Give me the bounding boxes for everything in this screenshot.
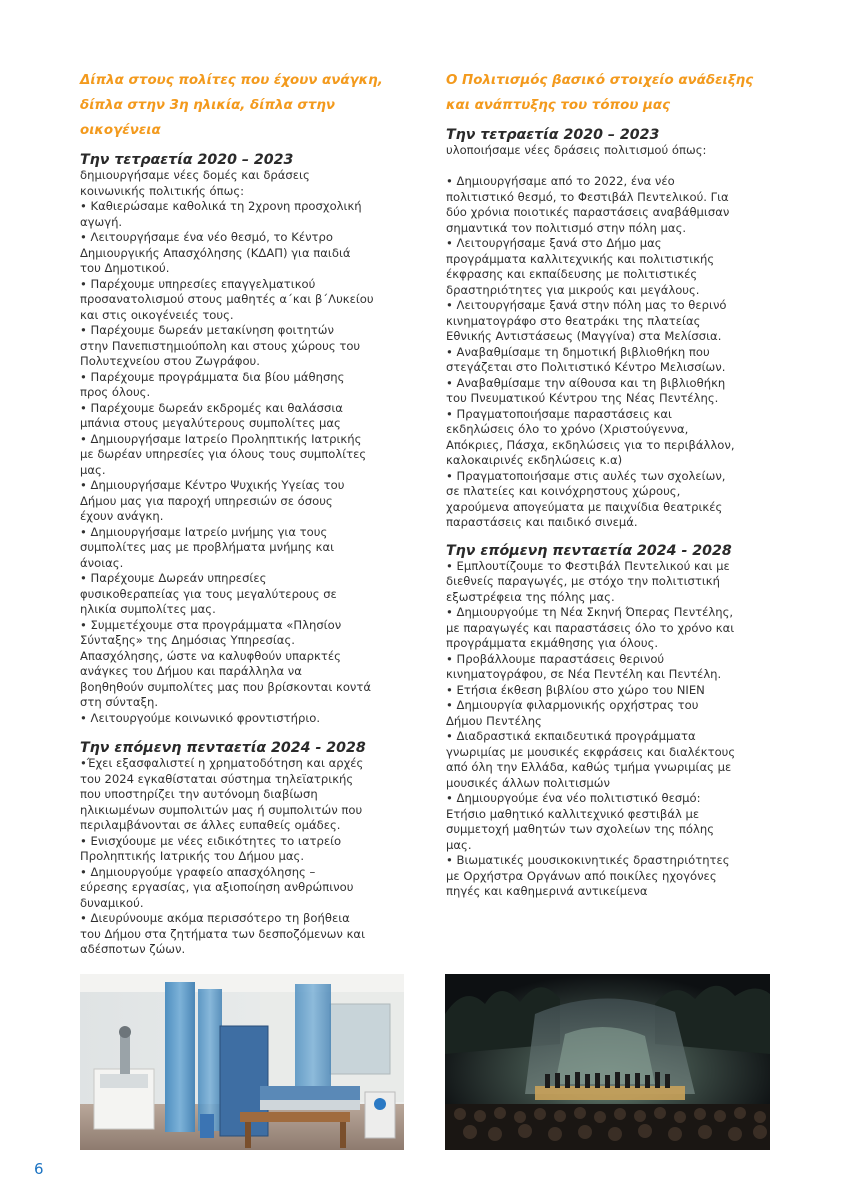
- left-section1-title: Την τετραετία 2020 – 2023: [80, 152, 294, 168]
- right-section1-title: Την τετραετία 2020 – 2023: [446, 127, 660, 143]
- left-section2-title: Την επόμενη πενταετία 2024 - 2028: [80, 740, 366, 756]
- left-heading: Δίπλα στους πολίτες που έχουν ανάγκη, δίπλα στην 3η ηλικία, δίπλα στην οικογένεια: [80, 73, 383, 138]
- right-section2-title: Την επόμενη πενταετία 2024 - 2028: [446, 542, 732, 559]
- right-column: [446, 68, 776, 900]
- left-section1-body: δημιουργήσαμε νέες δομές και δράσεις κοινωνικής πολιτικής όπως: • Καθιερώσαμε καθολικά τη 2χρονη προσχολική αγωγή. • Λειτουργήσαμε ένα νέο θεσμό, το Κέντρο Δημιουργικής Απασχόλησης (ΚΔΑΠ) για παιδιά του Δημοτικού. • Παρέχουμε υπηρεσίες επαγγελματικού προσανατολισμού στους μαθητές α΄και β΄Λυκείου και στις οικογένειές τους. • Παρέχουμε δωρεάν μετακίνηση φοιτητών στην Πανεπιστημιούπολη και στους χώρους του Πολυτεχνείου στου Ζωγράφου. • Παρέχουμε προγράμματα δια βίου μάθησης προς όλους. • Παρέχουμε δωρεάν εκδρομές και θαλάσσια μπάνια στους μεγαλύτερους συμπολίτες μας • Δημιουργήσαμε Ιατρείο Προληπτικής Ιατρικής με δωρέαν υπηρεσίες για όλους τους συμπολίτες μας. • Δημιουργήσαμε Κέντρο Ψυχικής Υγείας του Δήμου μας για παροχή υπηρεσιών σε όσους έχουν ανάγκη. • Δημιουργήσαμε Ιατρείο μνήμης για τους συμπολίτες μας με προβλήματα μνήμης και άνοιας. • Παρέχουμε Δωρεάν υπηρεσίες φυσικοθεραπείας για τους μεγαλύτερους σε ηλικία συμπολίτες μας. • Συμμετέχουμε στα προγράμματα «Πλησίον Σύνταξης» της Δημόσιας Υπηρεσίας. Απασχόλησης, ώστε να καλυφθούν υπαρκτές ανάγκες του Δήμου και παράλληλα να βοηθηθούν συμπολίτες μας που βρίσκονται κοντά στη σύνταξη. • Λειτουργούμε κοινωνικό φροντιστήριο.: [80, 168, 374, 725]
- right-heading: Ο Πολιτισμός βασικό στοιχείο ανάδειξης και ανάπτυξης του τόπου μας: [446, 73, 754, 113]
- right-section1-body: υλοποιήσαμε νέες δράσεις πολιτισμού όπως: • Δημιουργήσαμε από το 2022, ένα νέο πολιτιστικό θεσμό, το Φεστιβάλ Πεντελικού. Για δύο χρόνια ποιοτικές παραστάσεις αναβάθμισαν σημαντικά τον πολιτισμό στην πόλη μας. • Λειτουργήσαμε ξανά στο Δήμο μας προγράμματα καλλιτεχνικής και πολιτιστικής έκφρασης και εκπαίδευσης με πολιτιστικές δραστηριότητες για μικρούς και μεγάλους. • Λειτουργήσαμε ξανά στην πόλη μας το θερινό κινηματογράφο στο θεατράκι της πλατείας Εθνικής Αντιστάσεως (Μαγγίνα) στα Μελίσσια. • Αναβαθμίσαμε τη δημοτική βιβλιοθήκη που στεγάζεται στο Πολιτιστικό Κέντρο Μελισσίων. • Αναβαθμίσαμε την αίθουσα και τη βιβλιοθήκη του Πνευματικού Κέντρου της Νέας Πεντέλης. • Πραγματοποιήσαμε παραστάσεις και εκδηλώσεις όλο το χρόνο (Χριστούγεννα, Απόκριες, Πάσχα, εκδηλώσεις για το περιβάλλον, καλοκαιρινές εκδηλώσεις κ.α) • Πραγματοποιήσαμε στις αυλές των σχολείων, σε πλατείες και κοινόχρηστους χώρους, χαρούμενα απογεύματα με παιχνίδια θεατρικές παραστάσεις και παιδικό σινεμά.: [446, 143, 735, 529]
- concert-photo: [445, 974, 770, 1150]
- page-number: 6: [34, 1160, 44, 1178]
- left-section2-body: •Έχει εξασφαλιστεί η χρηματοδότηση και αρχές του 2024 εγκαθίσταται σύστημα τηλεϊατρικής που υποστηρίζει την αυτόνομη διαβίωση ηλικιωμένων συμπολιτών μας ή συμπολιτών που περιλαμβάνονται σε άλλες ευπαθείς ομάδες. • Ενισχύουμε με νέες ειδικότητες το ιατρείο Προληπτικής Ιατρικής του Δήμου μας. • Δημιουργούμε γραφείο απασχόλησης – εύρεσης εργασίας, για αξιοποίηση ανθρώπινου δυναμικού. • Διευρύνουμε ακόμα περισσότερο τη βοήθεια του Δήμου στα ζητήματα των δεσποζόμενων και αδέσποτων ζώων.: [80, 756, 365, 956]
- clinic-photo: [80, 974, 404, 1150]
- left-column: [80, 68, 410, 958]
- right-section2-body: • Εμπλουτίζουμε το Φεστιβάλ Πεντελικού και με διεθνείς παραγωγές, με στόχο την πολιτιστική εξωστρέφεια της πόλης μας. • Δημιουργούμε τη Νέα Σκηνή Όπερας Πεντέλης, με παραγωγές και παραστάσεις όλο το χρόνο και προγράμματα εκμάθησης για όλους. • Προβάλλουμε παραστάσεις θερινού κινηματογράφου, σε Νέα Πεντέλη και Πεντέλη. • Ετήσια έκθεση βιβλίου στο χώρο του ΝΙΕΝ • Δημιουργία φιλαρμονικής ορχήστρας του Δήμου Πεντέλης • Διαδραστικά εκπαιδευτικά προγράμματα γνωριμίας με μουσικές εκφράσεις και διαλέκτους από όλη την Ελλάδα, καθώς τμήμα γνωριμίας με μουσικές άλλων πολιτισμών • Δημιουργούμε ένα νέο πολιτιστικό θεσμό: Ετήσιο μαθητικό καλλιτεχνικό φεστιβάλ με συμμετοχή μαθητών των σχολείων της πόλης μας. • Βιωματικές μουσικοκινητικές δραστηριότητες με Ορχήστρα Οργάνων από ποικίλες ηχογόνες πηγές και καθημερινά αντικείμενα: [446, 558, 736, 898]
